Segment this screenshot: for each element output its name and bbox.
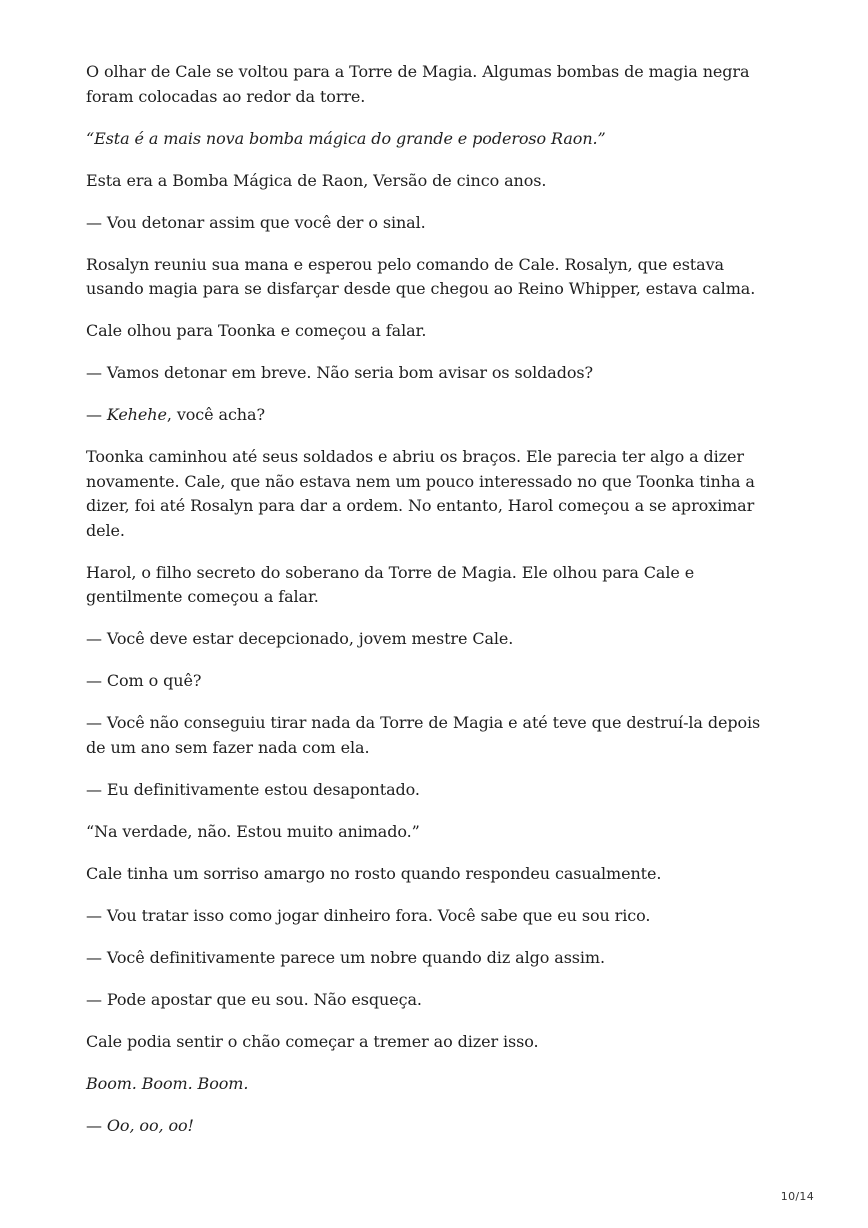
paragraph: Rosalyn reuniu sua mana e esperou pelo comando de Cale. Rosalyn, que estava usando magia para se disfarçar desde que chegou ao Reino Whipper, estava calma.	[86, 254, 756, 298]
paragraph-dialogue	[86, 1114, 782, 1139]
paragraph-dialogue: — Você definitivamente parece um nobre quando diz algo assim.	[86, 947, 605, 967]
paragraph-dialogue	[86, 403, 782, 428]
paragraph: Harol, o filho secreto do soberano da Torre de Magia. Ele olhou para Cale e gentilmente começou a falar.	[86, 562, 695, 606]
page-number: 10/14	[780, 1190, 814, 1203]
paragraph-dialogue: — Vou tratar isso como jogar dinheiro fora. Você sabe que eu sou rico.	[86, 905, 651, 925]
paragraph: Cale podia sentir o chão começar a tremer ao dizer isso.	[86, 1031, 539, 1051]
paragraph-dialogue: — Você não conseguiu tirar nada da Torre de Magia e até teve que destruí-la depois de um ano sem fazer nada com ela.	[86, 713, 761, 757]
document-body	[86, 60, 782, 1156]
dialogue-dash: —	[86, 1115, 107, 1135]
paragraph-dialogue: — Com o quê?	[86, 671, 202, 690]
paragraph-dialogue: — Pode apostar que eu sou. Não esqueça.	[86, 989, 422, 1009]
paragraph: Toonka caminhou até seus soldados e abriu os braços. Ele parecia ter algo a dizer novamente. Cale, que não estava nem um pouco interessado no que Toonka tinha a dizer, foi até Rosalyn para dar a ordem. No entanto, Harol começou a se aproximar dele.	[86, 447, 755, 540]
paragraph-dialogue: — Você deve estar decepcionado, jovem mestre Cale.	[86, 629, 514, 648]
paragraph-thought: “Esta é a mais nova bomba mágica do grande e poderoso Raon.”	[86, 128, 606, 148]
dialogue-dash: —	[86, 405, 107, 424]
paragraph: O olhar de Cale se voltou para a Torre de Magia. Algumas bombas de magia negra foram colocadas ao redor da torre.	[86, 62, 750, 106]
paragraph: Cale tinha um sorriso amargo no rosto quando respondeu casualmente.	[86, 863, 662, 883]
paragraph-dialogue: — Eu definitivamente estou desapontado.	[86, 779, 420, 799]
paragraph-dialogue: — Vou detonar assim que você der o sinal.	[86, 212, 426, 232]
paragraph: Cale olhou para Toonka e começou a falar.	[86, 321, 427, 340]
italic-laugh: Kehehe	[106, 405, 167, 424]
paragraph-dialogue: — Vamos detonar em breve. Não seria bom avisar os soldados?	[86, 363, 594, 382]
italic-exclamation: Oo, oo, oo!	[106, 1115, 194, 1135]
dialogue-rest: , você acha?	[166, 405, 265, 424]
paragraph-sound-effect: Boom. Boom. Boom.	[86, 1073, 249, 1093]
paragraph: Esta era a Bomba Mágica de Raon, Versão de cinco anos.	[86, 170, 547, 190]
paragraph-thought: “Na verdade, não. Estou muito animado.”	[86, 821, 420, 841]
